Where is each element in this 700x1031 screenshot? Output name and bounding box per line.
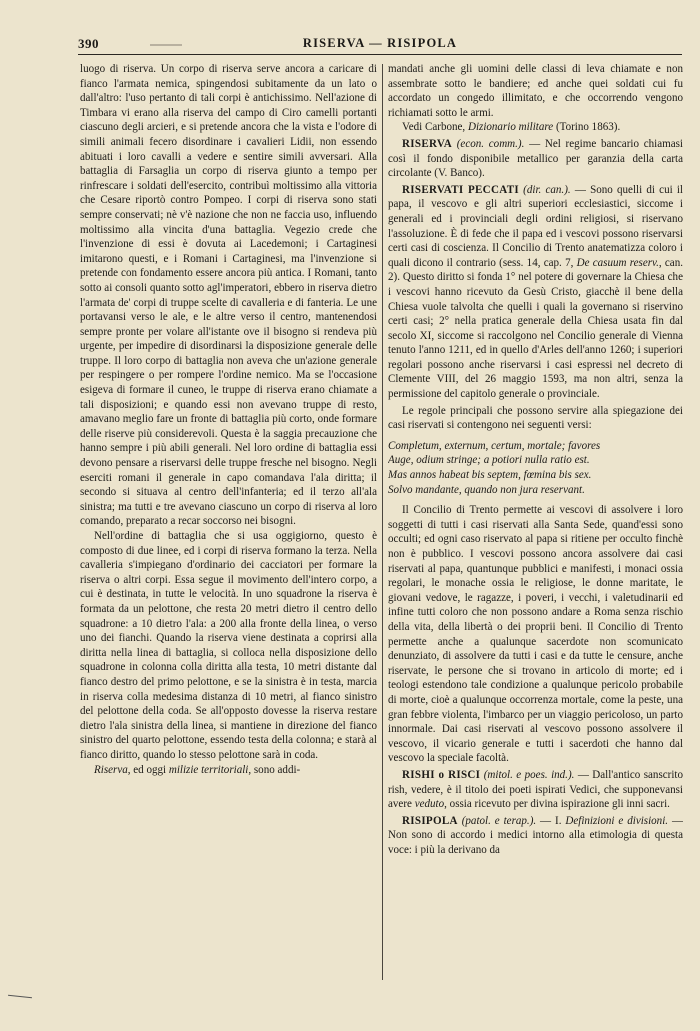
left-column <box>80 62 377 980</box>
entry-abbr: (dir. can.). <box>518 183 571 196</box>
entry-abbr: (patol. e terap.). <box>457 814 537 827</box>
italic-title: De casuum reserv. <box>576 256 659 269</box>
entry-text: — Nel regime bancario chiamasi così il fondo disponibile metallico per garanzia della carta circolante (V. Banco). <box>388 137 683 180</box>
term: Riserva <box>94 763 128 776</box>
entry-text: — Dall'antico sanscrito rish, vedere, è il titolo dei poeti ispirati Vedici, che supponevansi avere <box>388 768 683 811</box>
italic-title: Dizionario militare <box>467 121 554 134</box>
italic-heading: Definizioni e divisioni. <box>565 814 669 827</box>
right-column <box>388 62 683 980</box>
paragraph <box>80 763 377 778</box>
entry-risipola <box>388 814 683 858</box>
verse-line: Auge, odium stringe; a potiori nulla ratio est. <box>388 454 590 467</box>
entry-headword: RISERVA <box>402 137 453 150</box>
verse-line: Solvo mandante, quando non jura reservant. <box>388 483 585 496</box>
verse-line: Completum, externum, certum, mortale; favores <box>388 439 601 452</box>
header-rule <box>78 54 682 55</box>
paragraph: luogo di riserva. Un corpo di riserva serve ancora a caricare di fianco l'armata nemica, spingendosi subitamente da un lato o dall'altro: l'uso pertanto di tali corpi è antichissimo. Nell'azione di Timbara vi erano alla riserva del campo di Ciro camelli portanti ciascuno degli arcieri, e si pretende ancora che la vista e l'odore di simili animali fecero disordinare i cavalieri Lidii, non essendo abituati i loro cavalli a vedere e sentire simili avversari. Alla battaglia di Farsaglia un corpo di riserva giunto a tempo per rinfrescare i soldati dell'esercito, contribuì moltissimo alla vittoria che Cesare riportò contro Pompeo. I corpi di riserva sono stati sempre conservati; nè v'è nazione che non ne faccia uso, influendo moltissimo alla vincita d'una battaglia. Vegezio crede che l'invenzione di essi è dovuta ai Lacedemoni; i Cartaginesi imitarono questi, e i Romani i Cartaginesi, ma l'invenzione si pretende con fondamento essere ancora più antica. I Romani, tanto sotto ai consoli quanto sotto agl'imperatori, ebbero in riserva dietro l'armata de' corpi di truppe scelte di cavalleria e di fanteria. Le une portavansi verso le ale, e le altre verso il centro, mantenendosi sempre pronte per volare all'istante ove il bisogno si rendeva più urgente, per impedire di disordinarsi la disposizione generale delle truppe. Il loro corpo di battaglia non aveva che un'azione generale per respingere o per rompere l'ordine nemico. Ma se l'occasione esigeva di formare il cuneo, le truppe di riserva erano chiamate a tali disposizioni; e quando essi non avevano truppe di resto, amavano meglio fare un fronte di battaglia più corto, onde formare delle riserve più considerevoli. Questa è la saggia precauzione che hanno sempre i più abili generali. Nel loro ordine di battaglia essi devono pensare a riservarsi delle truppe fresche nel bisogno. Negli eserciti romani il generale in capo comandava l'ala diritta; il secondo si situava al centro dell'infanteria; ed il terzo all'ala sinistra; ma tutti e tre avevano ciascuno un corpo di riserva al loro comando, preparato a recar soccorso nei bisogni. <box>80 63 377 528</box>
entry-headword: RISERVATI PECCATI <box>402 183 519 196</box>
entry-rishi <box>388 768 683 812</box>
entry-abbr: (econ. comm.). <box>452 137 525 150</box>
entry-headword: RISIPOLA <box>402 814 458 827</box>
entry-text: — I. <box>536 814 566 827</box>
margin-mark <box>8 995 32 999</box>
entry-text: — Non sono di accordo i medici intorno alla etimologia di questa voce: i più la derivano da <box>388 814 683 856</box>
entry-text: , can. 2). Questo diritto si fonda 1° nel potere di governare la Chiesa che i vescovi hanno ricevuto da Gesù Cristo, giacchè il bene della Chiesa vuole talvolta che quelli i quali la governano si riservino certi casi; 2° nella pratica generale della Chiesa usata fin dal secolo XI, siccome si raccolgono nel Concilio generale di Vienna tenuto l'anno 1211, ed in quello d'Arles dell'anno 1260; i superiori regolari possono anche riservarsi i casi espressi nel decreto di Clemente VIII, del 26 maggio 1593, ma non altri, senza la permissione del capitolo generale o provinciale. <box>388 256 683 401</box>
paragraph: Nell'ordine di battaglia che si usa oggigiorno, questo è composto di due linee, ed i corpi di riserva formano la terza. Nella cavalleria s'impiegano d'ordinario dei cacciatori per formare la riserva o altri corpi. Essa segue il movimento dell'intero corpo, a cui è destinata, in tutte le velocità. In uno squadrone la riserva è formata da un pelottone, che resta 20 metri dietro il centro dello squadrone: a 10 dietro l'ala: a 200 alla fronte della linea, o verso uno dei fianchi. Quando la riserva viene destinata a coprirsi alla diritta nella linea di battaglia, si colloca nella disposizione dello squadrone in colonna colla diritta alla testa, 10 metri distante dal fianco destro del primo pelottone, e se la sinistra è in testa, marcia in riserva colla medesima distanza di 10 metri, al fianco sinistro del pelottone della coda. Se all'opposto dovesse la riserva restare dietro l'ala sinistra della linea, si mantiene in direzione del fianco sinistro del quarto pelottone, essendo testa della colonna; e starà al fianco diritto, quando lo stesso pelottone sarà in coda. <box>80 530 377 761</box>
paragraph: Le regole principali che possono servire alla spiegazione dei casi riservati si contengono nei seguenti versi: <box>388 404 683 432</box>
running-title: RISERVA — RISIPOLA <box>302 36 458 50</box>
citation <box>388 120 683 135</box>
italic-word: veduto <box>414 798 445 811</box>
entry-riservati-peccati <box>388 183 683 402</box>
entry-riserva-econ <box>388 137 683 181</box>
verse-line: Mas annos habeat bis septem, fœmina bis sex. <box>388 469 592 482</box>
entry-headword: RISHI o RISCI <box>402 768 481 781</box>
text: (Torino 1863). <box>553 121 621 134</box>
entry-abbr: (mitol. e poes. ind.). <box>480 768 575 781</box>
entry-text: , ossia ricevuto per divina ispirazione gli inni sacri. <box>444 798 670 811</box>
paragraph: Il Concilio di Trento permette ai vescovi di assolvere i loro soggetti di tutti i casi riservati alla Santa Sede, quand'essi sono occulti; ed ogni caso riservato al papa si ritiene per occulto finchè non è pubblico. I vescovi possono ancora assolvere dai casi riservati al papa, quantunque pubblici e manifesti, i monaci ossia regolari, le monache ossia le religiose, le donne maritate, le giovani vedove, le ragazze, i poveri, i vecchi, i valetudinarii ed infine tutti coloro che non possono andare a Roma senza rischio della vita, della libertà o dei proprii beni. Il Concilio di Trento permette anche a qualunque sacerdote non scomunicato denunziato, di assolvere da tutti i casi e da tutte le censure, anche riservate, le persone che si trovano in articolo di morte; ed i teologi estendono tale condizione a qualunque pericolo probabile di morte, cioè a qualunque occorrenza mortale, come la peste, una gran febbre violenta, l'imbarco per un viaggio pericoloso, un parto innormale. Dai casi riservati al vescovo possono assolvere il vescovo, il vicario generale e tutti i sacerdoti che hanno dal vescovo la speciale facoltà. <box>388 504 683 765</box>
page-header <box>78 34 682 56</box>
text: , ed oggi <box>127 763 169 776</box>
column-divider <box>382 64 383 980</box>
text: Vedi Carbone, <box>402 121 468 134</box>
italic-phrase: milizie territoriali <box>168 763 249 776</box>
paragraph: mandati anche gli uomini delle classi di leva chiamate e non assembrate sotto le bandiere; ed anche quei soldati cui fu accordato un congedo illimitato, e che occorrendo vengono richiamati sotto le armi. <box>388 63 683 119</box>
text: , sono addi- <box>248 763 301 776</box>
latin-verse <box>388 439 683 497</box>
page-number: 390 <box>78 36 99 51</box>
entry-text: — Sono quelli di cui il papa, il vescovo e gli altri superiori ecclesiastici, siccome i generali ed i provinciali degli ordini religiosi, si riservano l'assoluzione. È di fede che il papa ed i vescovi possono riservarsi certi casi di coscienza. Il Concilio di Trento anatematizza coloro i quali dicono il contrario (sess. 14, cap. 7, <box>388 183 683 269</box>
